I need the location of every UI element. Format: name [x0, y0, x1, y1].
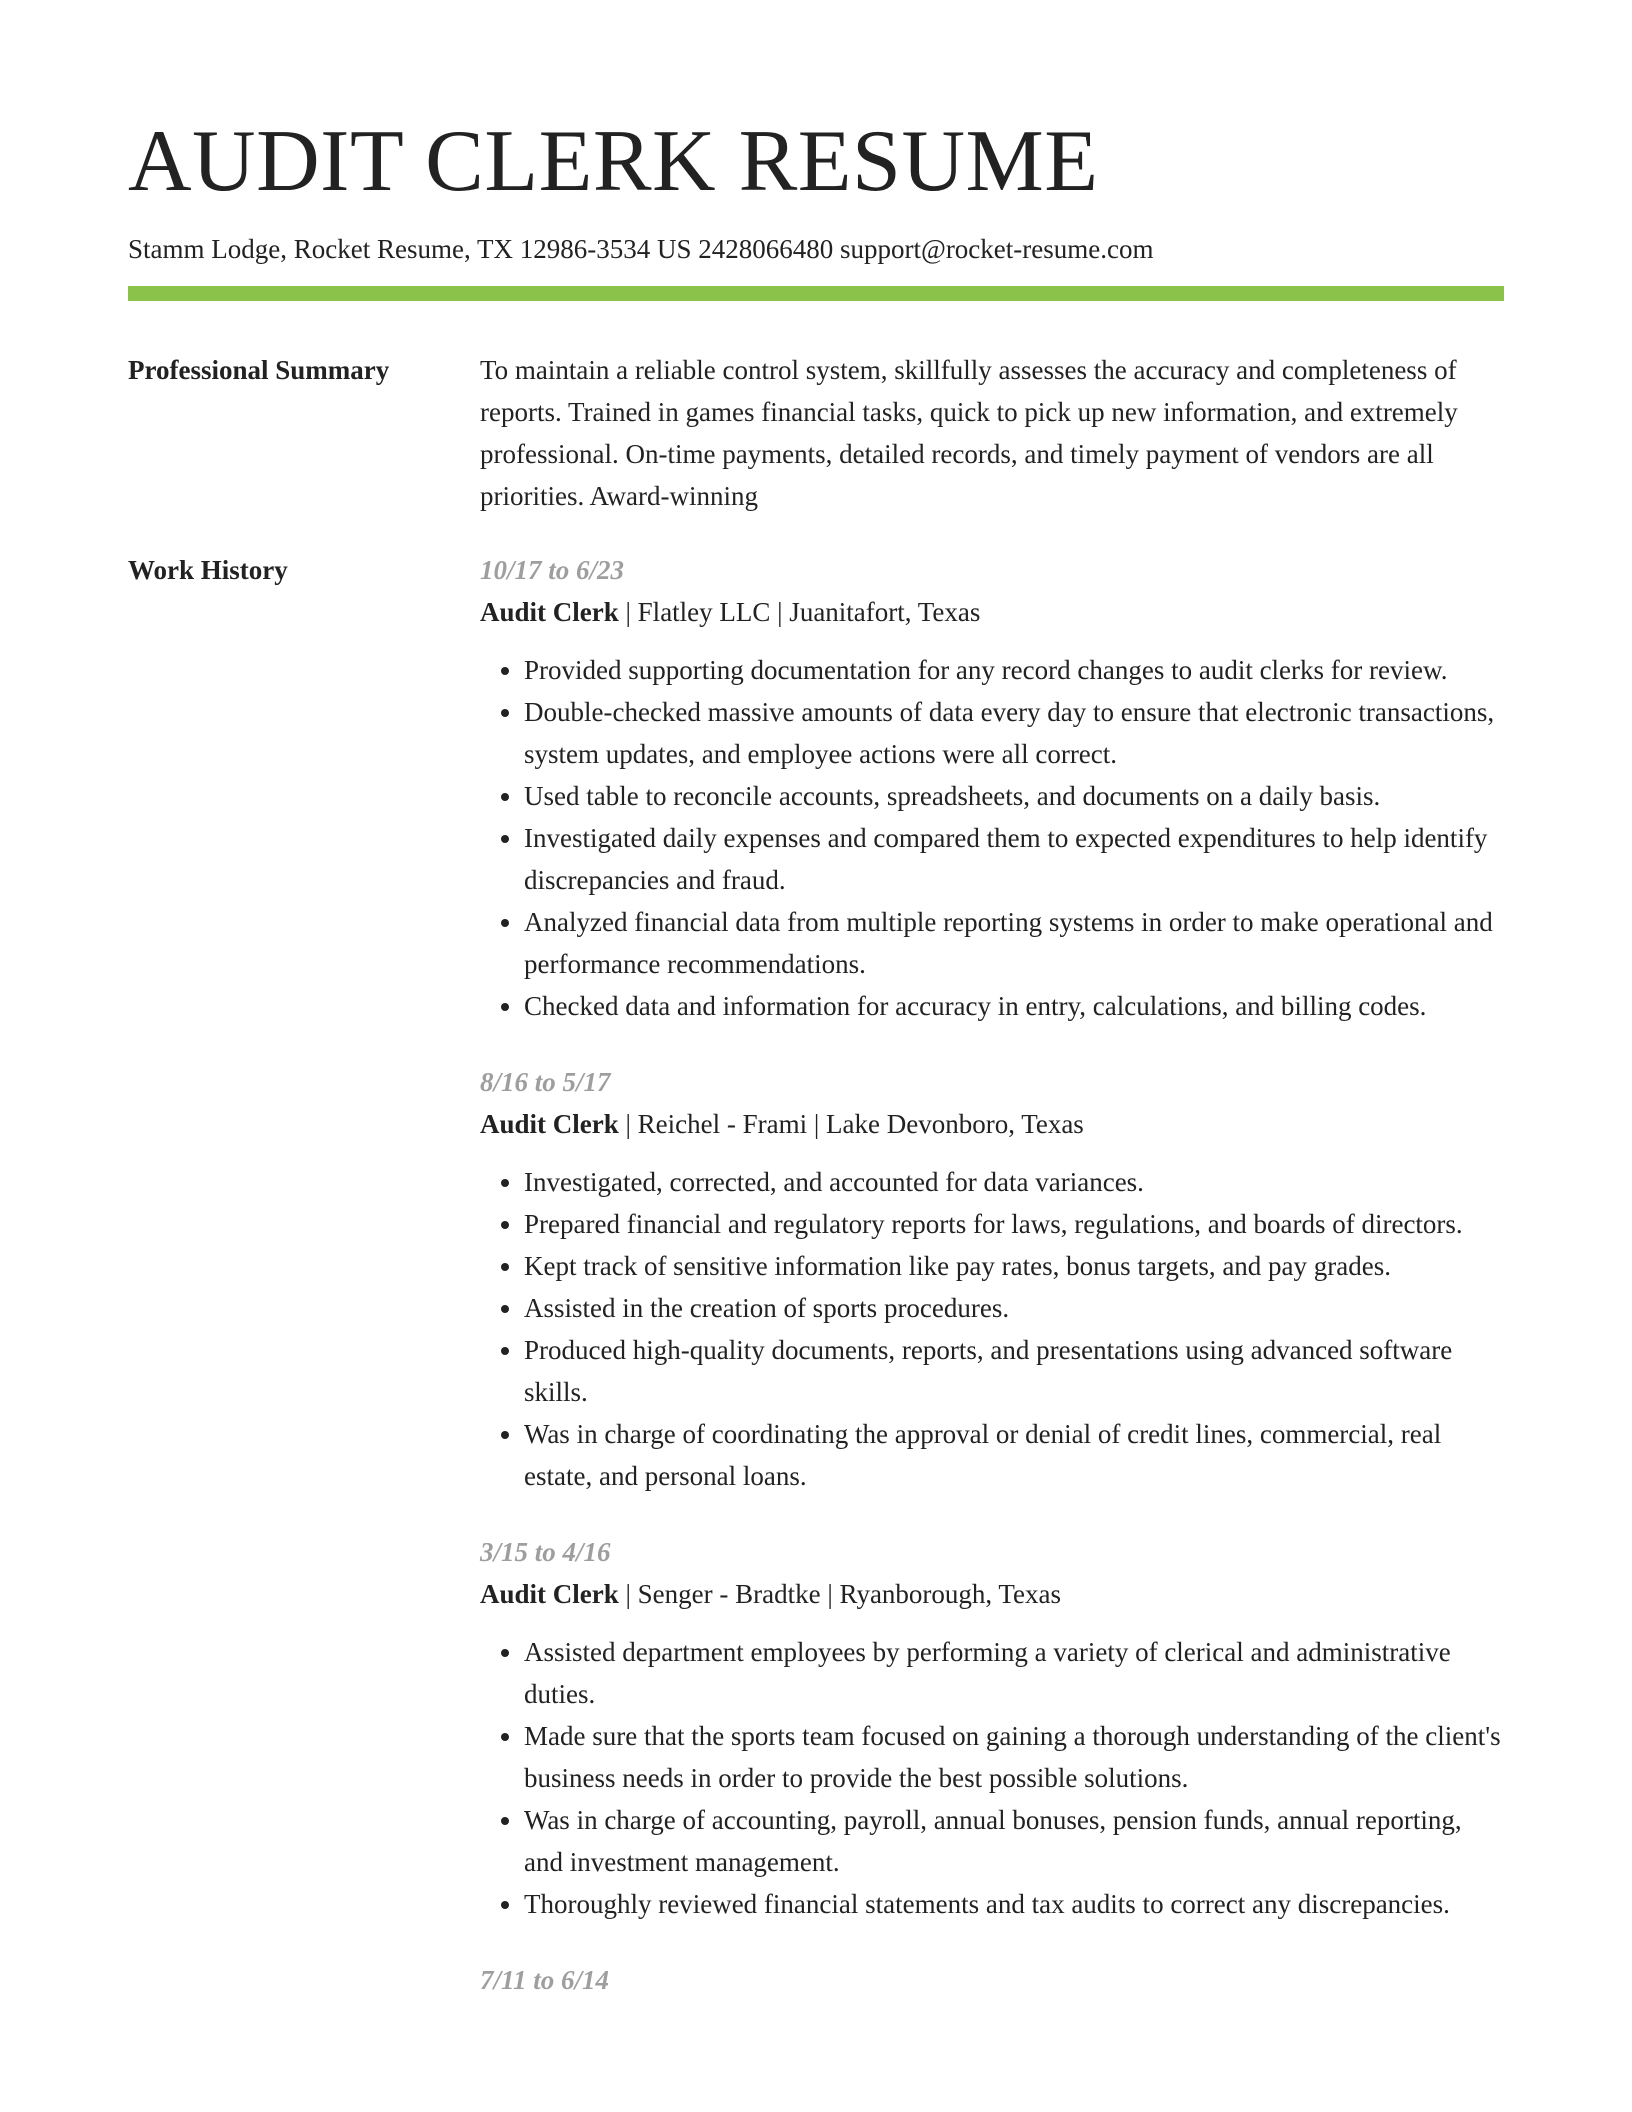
job-bullet: • Double-checked massive amounts of data every day to ensure that electronic transactions, system updates, and employee actions were all correct.	[524, 691, 1504, 775]
job-details: | Reichel - Frami | Lake Devonboro, Texas	[618, 1109, 1084, 1139]
job-bullets	[480, 1631, 1504, 1925]
job-heading	[480, 1573, 1504, 1615]
section-label-summary: Professional Summary	[128, 355, 390, 385]
job-bullets	[480, 649, 1504, 1027]
job-bullet: • Produced high-quality documents, reports, and presentations using advanced software skills.	[524, 1329, 1504, 1413]
job-bullets	[480, 1161, 1504, 1497]
job-dates: 10/17 to 6/23	[480, 555, 625, 585]
summary-body	[480, 349, 1504, 517]
contact-line: Stamm Lodge, Rocket Resume, TX 12986-3534 US 2428066480 support@rocket-resume.com	[128, 234, 1154, 264]
job-entry	[480, 1959, 1504, 2001]
job-entry	[480, 1061, 1504, 1497]
job-entry	[480, 549, 1504, 1027]
job-details: | Senger - Bradtke | Ryanborough, Texas	[618, 1579, 1062, 1609]
job-bullet: • Analyzed financial data from multiple reporting systems in order to make operational and performance recommendations.	[524, 901, 1504, 985]
job-role: Audit Clerk	[480, 1579, 619, 1609]
job-bullet: • Checked data and information for accuracy in entry, calculations, and billing codes.	[524, 985, 1504, 1027]
job-bullet: • Thoroughly reviewed financial statements and tax audits to correct any discrepancies.	[524, 1883, 1504, 1925]
job-heading	[480, 1103, 1504, 1145]
resume-title: AUDIT CLERK RESUME	[128, 113, 1099, 210]
job-bullet: • Assisted department employees by performing a variety of clerical and administrative duties.	[524, 1631, 1504, 1715]
job-bullet: • Assisted in the creation of sports procedures.	[524, 1287, 1504, 1329]
job-bullet: • Investigated daily expenses and compared them to expected expenditures to help identify discrepancies and fraud.	[524, 817, 1504, 901]
job-role: Audit Clerk	[480, 1109, 619, 1139]
job-dates: 3/15 to 4/16	[480, 1537, 611, 1567]
job-dates: 7/11 to 6/14	[480, 1965, 610, 1995]
job-bullet: • Was in charge of coordinating the approval or denial of credit lines, commercial, real estate, and personal loans.	[524, 1413, 1504, 1497]
job-bullet: • Was in charge of accounting, payroll, annual bonuses, pension funds, annual reporting, and investment management.	[524, 1799, 1504, 1883]
job-bullet: • Made sure that the sports team focused on gaining a thorough understanding of the client's business needs in order to provide the best possible solutions.	[524, 1715, 1504, 1799]
work-history-body	[480, 549, 1504, 2035]
job-heading	[480, 591, 1504, 633]
job-dates: 8/16 to 5/17	[480, 1067, 611, 1097]
summary-text: To maintain a reliable control system, skillfully assesses the accuracy and completeness of reports. Trained in games financial tasks, quick to pick up new information, and extremely professional. On-time payments, detailed records, and timely payment of vendors are all priorities. Award-winning	[480, 355, 1458, 511]
job-bullet: • Kept track of sensitive information like pay rates, bonus targets, and pay grades.	[524, 1245, 1504, 1287]
section-label-work-history: Work History	[128, 555, 288, 585]
job-bullet: • Prepared financial and regulatory reports for laws, regulations, and boards of directors.	[524, 1203, 1504, 1245]
job-bullet: • Used table to reconcile accounts, spreadsheets, and documents on a daily basis.	[524, 775, 1504, 817]
job-bullet: • Provided supporting documentation for any record changes to audit clerks for review.	[524, 649, 1504, 691]
accent-divider	[128, 286, 1504, 301]
job-entry	[480, 1531, 1504, 1925]
job-details: | Flatley LLC | Juanitafort, Texas	[618, 597, 981, 627]
job-role: Audit Clerk	[480, 597, 619, 627]
job-bullet: • Investigated, corrected, and accounted for data variances.	[524, 1161, 1504, 1203]
